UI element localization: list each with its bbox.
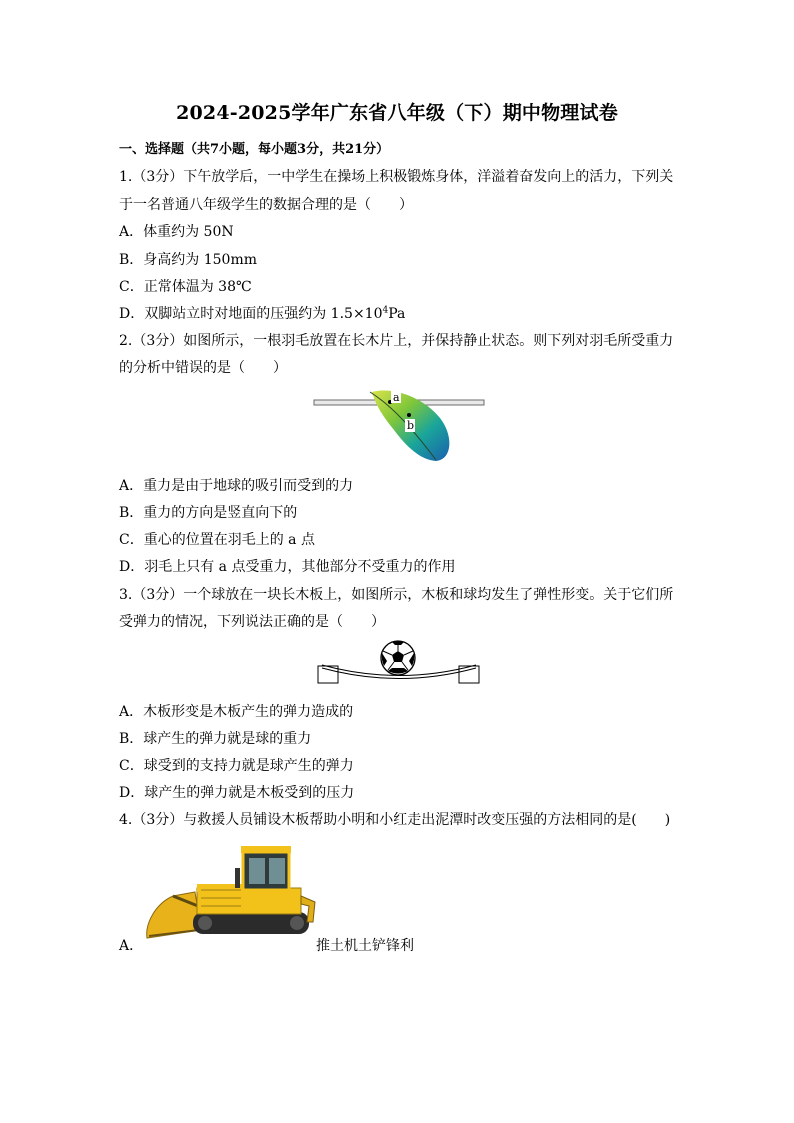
q1-option-a: A．体重约为 50N [119, 224, 234, 240]
q1-option-b: B．身高约为 150mm [119, 252, 258, 268]
q1-option-d-exponent: 4 [382, 305, 389, 316]
q3-option-b: B．球产生的弹力就是球的重力 [119, 731, 312, 747]
q3-stem-line2: 受弹力的情况，下列说法正确的是（ ） [119, 614, 385, 630]
q4-option-a-caption: 推土机土铲锋利 [316, 938, 414, 954]
page-title: 2024-2025学年广东省八年级（下）期中物理试卷 [176, 102, 618, 124]
q1-stem-line2: 于一名普通八年级学生的数据合理的是（ ） [119, 197, 413, 213]
q2-option-d: D．羽毛上只有 a 点受重力，其他部分不受重力的作用 [119, 559, 456, 575]
q3-option-a: A．木板形变是木板产生的弹力造成的 [119, 704, 354, 720]
q2-option-b: B．重力的方向是竖直向下的 [119, 505, 298, 521]
q1-option-d-unit: Pa [388, 306, 406, 322]
q3-option-d: D．球产生的弹力就是木板受到的压力 [119, 785, 355, 801]
label-a: a [393, 391, 400, 404]
q3-option-c: C．球受到的支持力就是球产生的弹力 [119, 758, 354, 774]
label-b: b [407, 419, 415, 432]
q4-stem: 4.（3分）与救援人员铺设木板帮助小明和小红走出泥潭时改变压强的方法相同的是( ) [119, 812, 671, 828]
ball-on-board-figure [316, 638, 482, 686]
q1-stem-line1: 1.（3分）下午放学后，一中学生在操场上积极锻炼身体，洋溢着奋发向上的活力，下列关 [119, 169, 674, 185]
soccer-ball [381, 641, 415, 675]
q2-stem-line1: 2.（3分）如图所示，一根羽毛放置在长木片上，并保持静止状态。则下列对羽毛所受重力 [119, 333, 674, 349]
q3-stem-line1: 3.（3分）一个球放在一块长木板上，如图所示，木板和球均发生了弹性形变。关于它们所 [119, 587, 674, 603]
q1-option-d [119, 303, 405, 323]
point-b-dot [407, 413, 411, 417]
q2-option-c: C．重心的位置在羽毛上的 a 点 [119, 532, 315, 548]
q2-stem-line2: 的分析中错误的是（ ） [119, 360, 287, 376]
section-heading: 一、选择题（共7小题，每小题3分，共21分） [119, 142, 390, 157]
q4-option-a-label: A． [119, 938, 144, 954]
q1-option-d-text: D．双脚站立时对地面的压强约为 1.5×10 [119, 306, 383, 322]
q2-option-a: A．重力是由于地球的吸引而受到的力 [119, 478, 354, 494]
bulldozer-image [143, 838, 319, 942]
feather-figure [312, 384, 487, 466]
q1-option-c: C．正常体温为 38℃ [119, 279, 252, 295]
